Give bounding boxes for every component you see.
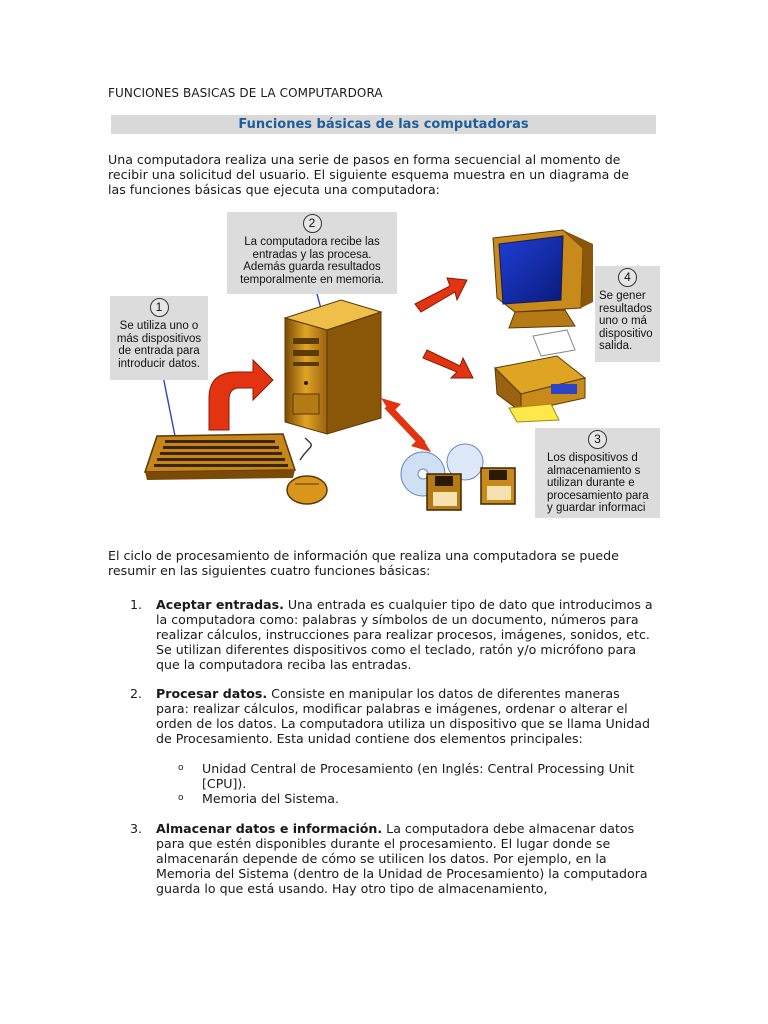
item-text: Consiste en manipular los datos de diferentes maneras para: realizar cálculos, modificar palabras e imágenes, ordenar o alterar el orden de los datos. La computadora utiliza un dispositivo que se llama Unidad de Procesamiento. Esta unidad contiene dos elementos principales: — [156, 686, 650, 746]
list-number: 3. — [130, 821, 143, 836]
document-title: FUNCIONES BASICAS DE LA COMPUTARDORA — [108, 86, 383, 100]
functions-list — [108, 597, 653, 897]
item-text: Una entrada es cualquier tipo de dato que introducimos a la computadora como: palabras y símbolos de un documento, números para realizar cálculos, instrucciones para realizar procesos, imágenes, sonidos, etc. Se utilizan diferentes dispositivos como el teclado, ratón y/o micrófono para que la computadora reciba las entradas. — [156, 597, 653, 672]
callout-1-pointer — [163, 376, 175, 436]
printer-icon — [495, 330, 585, 422]
bullet: o — [178, 763, 184, 773]
callout-output — [595, 266, 660, 362]
item-title: Aceptar entradas. — [156, 597, 284, 612]
callout-text: Se gener resultados uno o má dispositivo salida. — [599, 290, 653, 352]
storage-media-icon — [401, 444, 515, 510]
callout-process — [227, 212, 397, 294]
item-title: Procesar datos. — [156, 686, 268, 701]
sub-item-text: Memoria del Sistema. — [202, 791, 339, 806]
callout-input — [110, 296, 208, 380]
input-arrow-icon — [209, 360, 273, 430]
keyboard-icon — [145, 434, 295, 480]
output-arrow-printer-icon — [423, 350, 473, 378]
item-text: La computadora debe almacenar datos para que estén disponibles durante el procesamiento. El lugar donde se almacenarán depende de cómo se utilicen los datos. Por ejemplo, en la Memoria del Sistema (dentro de la Unidad de Procesamiento) la computadora guarda lo que está usando. Hay otro tipo de almacenamiento, — [156, 821, 648, 896]
cpu-tower-icon — [285, 300, 381, 434]
callout-storage — [535, 428, 660, 518]
callout-number: 2 — [303, 214, 322, 233]
monitor-icon — [493, 230, 593, 328]
callout-text: Los dispositivos d almacenamiento s utilizan durante e procesamiento para y guardar informaci — [547, 452, 649, 514]
callout-number: 3 — [588, 430, 607, 449]
computer-functions-diagram — [105, 208, 660, 520]
list-number: 1. — [130, 597, 143, 612]
cycle-paragraph: El ciclo de procesamiento de información que realiza una computadora se puede resumir en las siguientes cuatro funciones básicas: — [108, 548, 619, 578]
callout-number: 1 — [150, 298, 169, 317]
section-banner: Funciones básicas de las computadoras — [111, 115, 656, 134]
bullet: o — [178, 793, 184, 803]
storage-arrow-icon — [381, 398, 431, 452]
callout-text: La computadora recibe las entradas y las procesa. Además guarda resultados temporalmente en memoria. — [240, 236, 384, 286]
callout-number: 4 — [618, 268, 637, 287]
list-number: 2. — [130, 686, 143, 701]
sub-item-text: Unidad Central de Procesamiento (en Inglés: Central Processing Unit [CPU]). — [202, 761, 635, 791]
intro-paragraph: Una computadora realiza una serie de pasos en forma secuencial al momento de recibir una solicitud del usuario. El siguiente esquema muestra en un diagrama de las funciones básicas que ejecuta una computadora: — [108, 152, 630, 197]
output-arrow-monitor-icon — [415, 278, 467, 312]
callout-text: Se utiliza uno o más dispositivos de entrada para introducir datos. — [116, 320, 202, 370]
item-title: Almacenar datos e información. — [156, 821, 383, 836]
